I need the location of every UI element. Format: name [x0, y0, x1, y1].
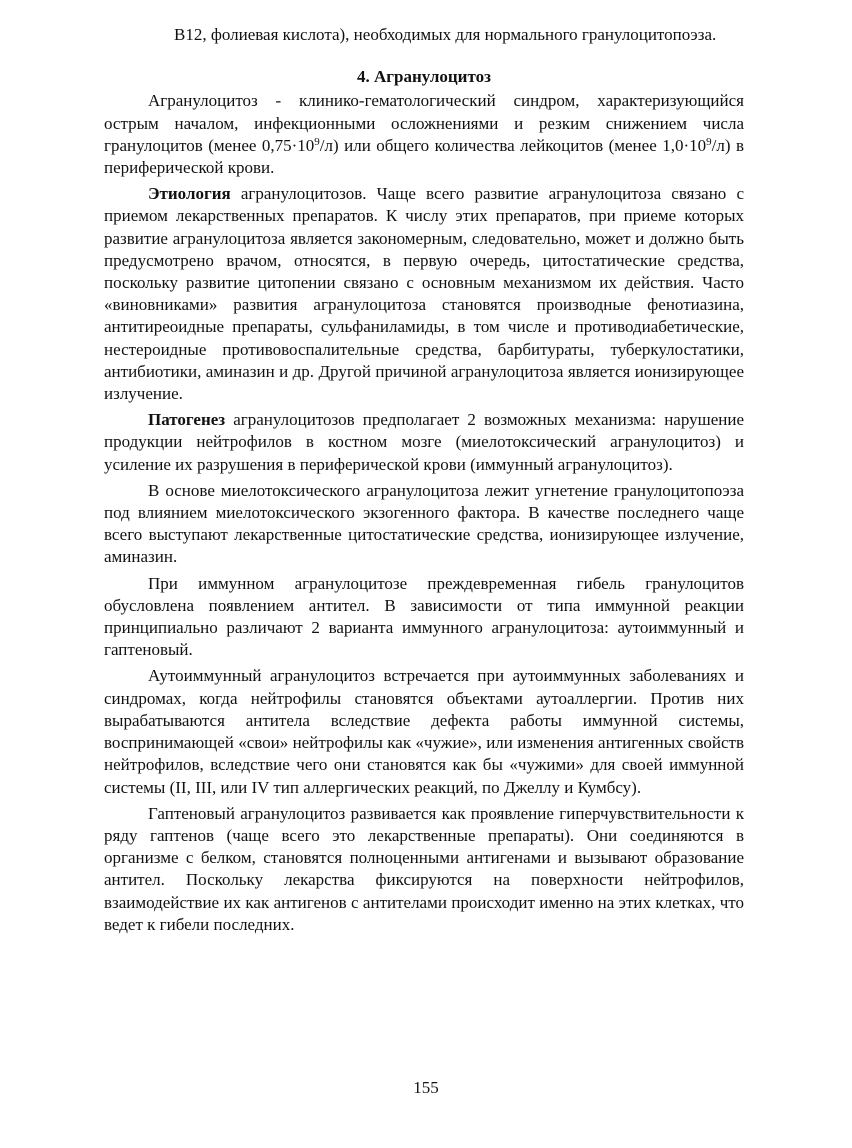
etiology-paragraph [104, 183, 744, 405]
definition-text-b: /л) или общего количества лейкоцитов (менее 1,0·10 [319, 135, 707, 155]
pathogenesis-text: агранулоцитозов предполагает 2 возможных механизма: нарушение продукции нейтрофилов в костном мозге (миелотоксический агранулоцитоз) и усиление их разрушения в периферической крови (иммунный агранулоцитоз). [104, 410, 744, 474]
definition-text-c: /л) в периферической крови. [104, 135, 744, 178]
exponent-1: 9 [314, 135, 320, 148]
exponent-2: 9 [706, 135, 712, 148]
pathogenesis-term: Патогенез [148, 410, 226, 430]
etiology-text: агранулоцитозов. Чаще всего развитие агранулоцитоза связано с приемом лекарственных препаратов. К числу этих препаратов, при приеме которых развитие агранулоцитоза является закономерным, следовательно, может и должно быть предусмотрено врачом, относятся, в первую очередь, цитостатические средства, поскольку развитие цитопении связано с основным механизмом их действия. Часто «виновниками» развития агранулоцитоза становятся производные фенотиазина, антитиреоидные препараты, сульфаниламиды, в том числе и противодиабетические, нестероидные противовоспалительные средства, барбитураты, туберкулостатики, антибиотики, аминазин и др. Другой причиной агранулоцитоза является ионизирующее излучение. [104, 184, 744, 404]
section-title: 4. Агранулоцитоз [357, 67, 491, 87]
definition-paragraph [104, 90, 744, 179]
pathogenesis-paragraph [104, 409, 744, 476]
definition-text-a: Агранулоцитоз - клинико-гематологический синдром, характеризующийся острым началом, инфекционными осложнениями и резким снижением числа гранулоцитов (менее 0,75·10 [104, 91, 744, 155]
myelotoxic-paragraph: В основе миелотоксического агранулоцитоза лежит угнетение гранулоцитопоэза под влиянием миелотоксического экзогенного фактора. В качестве последнего чаще всего выступают лекарственные цитостатические средства, ионизирующее излучение, аминазин. [104, 480, 744, 567]
autoimmune-paragraph: Аутоиммунный агранулоцитоз встречается при аутоиммунных заболеваниях и синдромах, когда нейтрофилы становятся объектами аутоаллергии. Против них вырабатываются антитела вследствие дефекта работы иммунной системы, воспринимающей «свои» нейтрофилы как «чужие», или изменения антигенных свойств нейтрофилов, вследствие чего они становятся как бы «чужими» для своей иммунной системы (II, III, или IV тип аллергических реакций, по Джеллу и Кумбсу). [104, 666, 744, 797]
etiology-term: Этиология [148, 184, 231, 204]
intro-continuation: B12, фолиевая кислота), необходимых для нормального гранулоцитопоэза. [174, 25, 717, 44]
page-body [104, 24, 744, 940]
immune-paragraph: При иммунном агранулоцитозе преждевременная гибель гранулоцитов обусловлена появлением антител. В зависимости от типа иммунной реакции принципиально различают 2 варианта иммунного агранулоцитоза: аутоиммунный и гаптеновый. [104, 573, 744, 660]
hapten-paragraph: Гаптеновый агранулоцитоз развивается как проявление гиперчувствительности к ряду гаптенов (чаще всего это лекарственные препараты). Они соединяются в организме с белком, становятся полноценными антигенами и вызывают образование антител. Поскольку лекарства фиксируются на поверхности нейтрофилов, взаимодействие их как антигенов с антителами происходит именно на этих клетках, что ведет к гибели последних. [104, 803, 744, 934]
page-number: 155 [413, 1078, 439, 1097]
